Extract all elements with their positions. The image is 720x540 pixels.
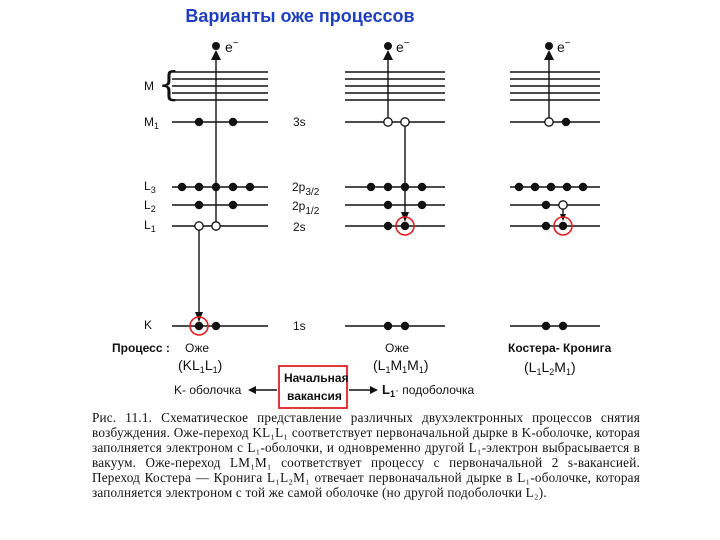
label-M1: $M_1$ [144, 115, 160, 131]
electron-dot [515, 183, 523, 191]
orbital-1s: 1s [293, 319, 306, 333]
m-brace: { [158, 65, 180, 105]
label-L2: $L_2$ [144, 198, 156, 214]
electron-dot [212, 183, 220, 191]
orbital-2p12: $2p_{1/2}$ [292, 199, 320, 217]
electron-dot [401, 183, 409, 191]
electron-dot [542, 201, 550, 209]
electron-dot [562, 118, 570, 126]
process-notation-2: $(L_1M_1M_1)$ [373, 357, 429, 375]
electron-dot [229, 201, 237, 209]
l1-subshell-label: $L_1\cdot$ подоболочка [382, 382, 475, 399]
electron-dot [246, 183, 254, 191]
label-K: K [144, 318, 153, 332]
slide-title: Варианты оже процессов [185, 6, 415, 26]
electron-dot [384, 322, 392, 330]
panel-l1l2m1 [510, 42, 600, 326]
electron-label-1: e− [225, 38, 239, 55]
orbital-labels [292, 115, 320, 333]
electron-label-2: e− [396, 38, 410, 55]
process-name-1: Оже [185, 341, 210, 355]
k-shell-label: K- оболочка [174, 383, 242, 397]
caption-text: Рис. 11.1. Схематическое представление различных двухэлектронных процессов снятия возбуждения. Оже-переход KL₁L₁ соответствует первоначальной дырке в K-оболочке, которая заполняется электроном с L₁-оболочки, и одновременно другой L₁-электрон выбрасывается в вакуум. Оже-переход LM₁M₁ соответствует процессу с первоначальной 2 s-вакансией. Переход Костера — Кронига L₁L₂M₁ отвечает первоначальной дырке в L₁-оболочке, которая заполняется электроном с той же самой оболочке (но другой подоболочки L₂). [92, 410, 640, 500]
electron-dot [418, 183, 426, 191]
electron-dot [229, 118, 237, 126]
electron-dot [195, 118, 203, 126]
orbital-2s: 2s [293, 220, 306, 234]
electron-dot [542, 222, 550, 230]
electron-dot [195, 322, 203, 330]
electron-dot [178, 183, 186, 191]
orbital-2p32: $2p_{3/2}$ [292, 180, 320, 198]
electron-dot [384, 201, 392, 209]
electron-dot [563, 183, 571, 191]
electron-hole [212, 222, 220, 230]
orbital-3s: 3s [293, 115, 306, 129]
electron-dot [559, 322, 567, 330]
process-name-2: Оже [385, 341, 410, 355]
initial-vacancy-line2: вакансия [287, 389, 342, 403]
electron-dot [195, 201, 203, 209]
electron-dot [547, 183, 555, 191]
electron-dot [559, 222, 567, 230]
electron-dot [367, 183, 375, 191]
electron-dot [531, 183, 539, 191]
level-labels [144, 65, 180, 332]
electron-dot [401, 222, 409, 230]
electron-label-3: e− [557, 38, 571, 55]
electron-dot [542, 322, 550, 330]
process-notation-3: $(L_1L_2M_1)$ [524, 359, 576, 377]
electron-dot [212, 322, 220, 330]
electron-hole [559, 201, 567, 209]
panel-l1m1m1 [345, 42, 445, 326]
electron-dot [195, 183, 203, 191]
electron-dot [401, 322, 409, 330]
electron-hole [545, 118, 553, 126]
electron-hole [195, 222, 203, 230]
initial-vacancy-line1: Начальная [284, 371, 349, 385]
process-label: Процесс : [112, 341, 170, 355]
electron-dot [384, 183, 392, 191]
panel-l1l2m1-electrons [515, 118, 587, 330]
label-M: M [144, 79, 154, 93]
electron-dot [384, 222, 392, 230]
electron-dot [418, 201, 426, 209]
label-L3: $L_3$ [144, 179, 156, 195]
process-name-3: Костера- Кронига [508, 341, 612, 355]
electron-dot [229, 183, 237, 191]
figure-caption [92, 410, 640, 500]
label-L1: $L_1$ [144, 218, 156, 234]
panel-kl1l1 [172, 42, 268, 326]
process-notation-1: $(KL_1L_1)$ [178, 357, 223, 375]
electron-dot [579, 183, 587, 191]
electron-hole [401, 118, 409, 126]
electron-hole [384, 118, 392, 126]
